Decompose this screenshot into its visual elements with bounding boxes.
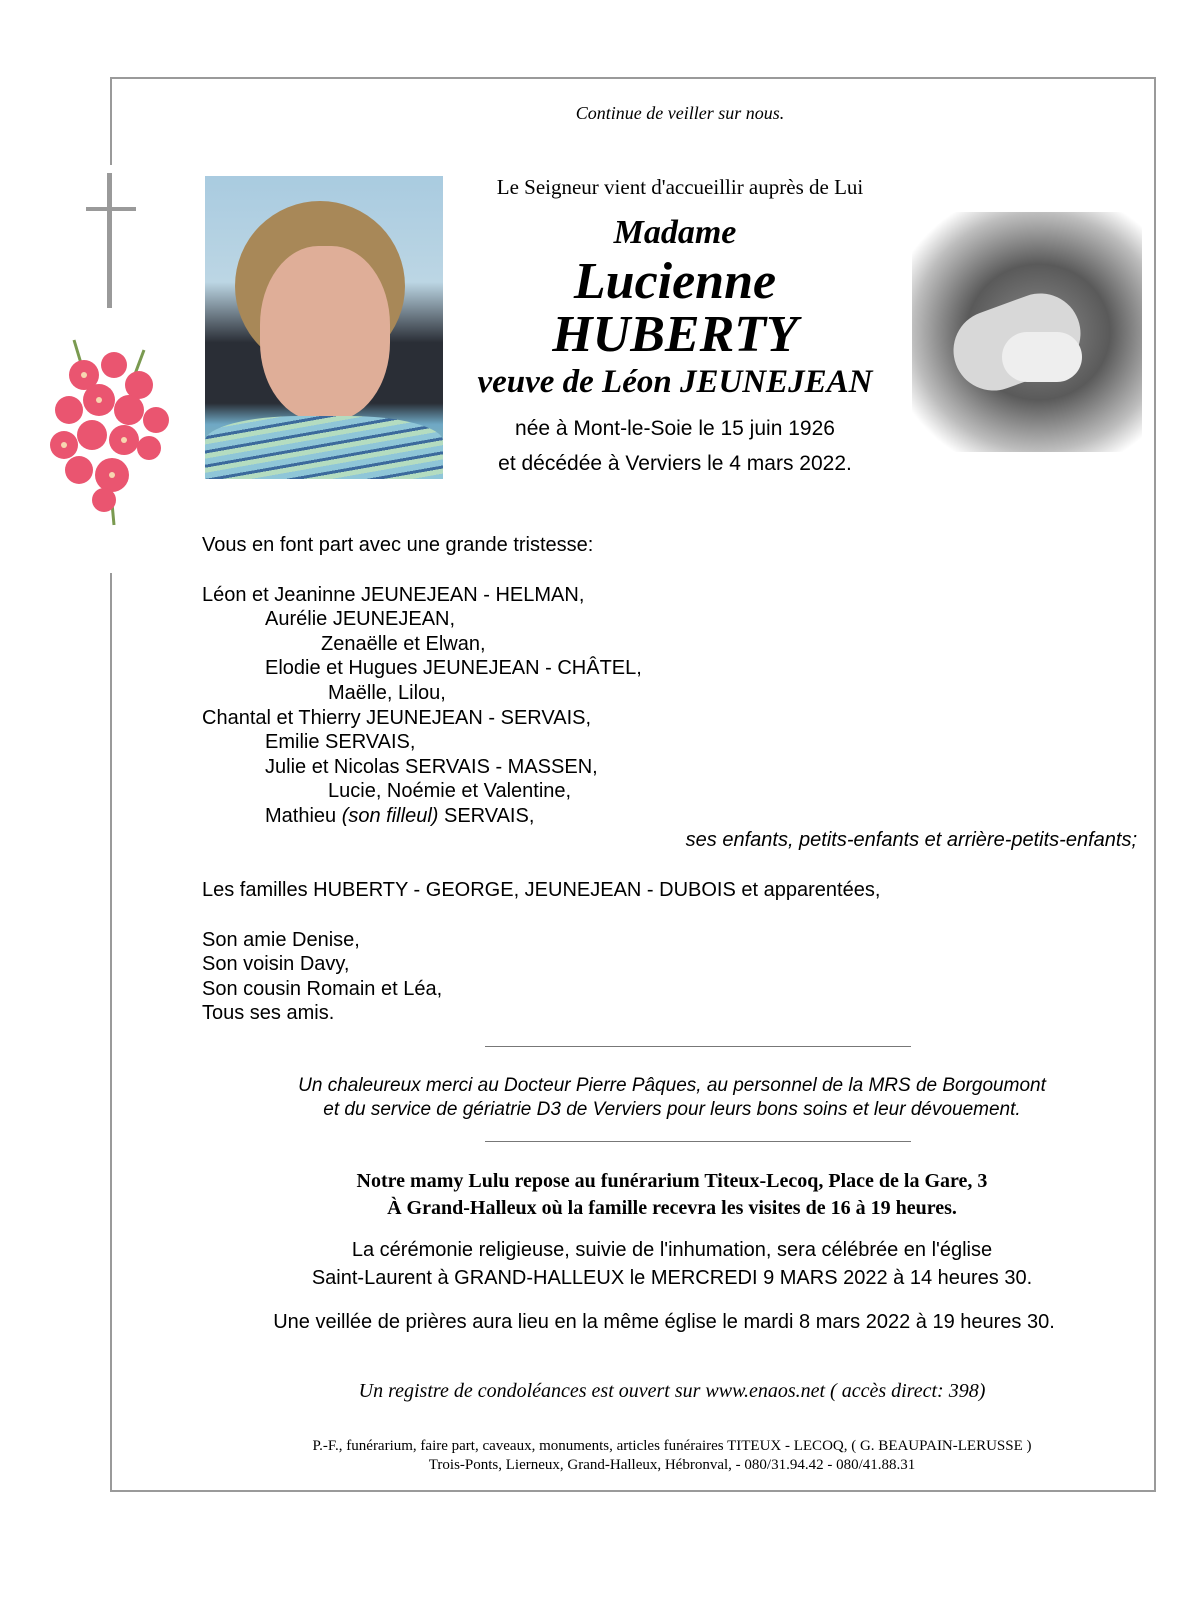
footer-line: Trois-Ponts, Lierneux, Grand-Halleux, Hébronval, - 080/31.94.42 - 080/41.88.31 [428, 1457, 916, 1473]
thanks-line: Un chaleureux merci au Docteur Pierre Pâques, au personnel de la MRS de Borgoumont [298, 1075, 1046, 1096]
family-line: Aurélie JEUNEJEAN, [265, 608, 456, 630]
family-line: Julie et Nicolas SERVAIS - MASSEN, [265, 756, 598, 778]
rest-line: À Grand-Halleux où la famille recevra les visites de 16 à 19 heures. [387, 1197, 957, 1219]
widow-of: veuve de Léon JEUNEJEAN [477, 364, 873, 400]
godson-note: (son filleul) [341, 805, 439, 827]
title: Madame [613, 214, 737, 251]
birth-info: née à Mont-le-Soie le 15 juin 1926 [515, 417, 835, 440]
motto: Continue de veiller sur nous. [575, 103, 785, 123]
family-line: Chantal et Thierry JEUNEJEAN - SERVAIS, [202, 707, 592, 729]
children-summary: ses enfants, petits-enfants et arrière-petits-enfants; [685, 829, 1137, 851]
divider [485, 1141, 911, 1142]
family-line: Léon et Jeaninne JEUNEJEAN - HELMAN, [202, 584, 585, 606]
first-name: Lucienne [573, 253, 777, 310]
register-link[interactable]: Un registre de condoléances est ouvert sur www.enaos.net ( accès direct: 398) [358, 1380, 986, 1402]
family-line: Zenaëlle et Elwan, [321, 633, 486, 655]
godson-surname: SERVAIS, [438, 805, 535, 827]
announce: Vous en font part avec une grande tristesse: [202, 534, 594, 556]
friend-line: Tous ses amis. [202, 1002, 335, 1024]
family-line: Emilie SERVAIS, [265, 731, 416, 753]
family-line: Lucie, Noémie et Valentine, [328, 780, 572, 802]
friend-line: Son amie Denise, [202, 929, 360, 951]
flower-bouquet-icon [44, 330, 174, 530]
godson-line [265, 804, 534, 828]
intro-text: Le Seigneur vient d'accueillir auprès de Lui [496, 175, 864, 199]
godson-name: Mathieu [265, 805, 342, 827]
footer-line: P.-F., funérarium, faire part, caveaux, monuments, articles funéraires TITEUX - LECOQ, ( G. BEAUPAIN-LERUSSE ) [312, 1438, 1032, 1454]
frame-bottom [110, 1490, 1156, 1492]
friend-line: Son cousin Romain et Léa, [202, 978, 443, 1000]
death-info: et décédée à Verviers le 4 mars 2022. [498, 452, 852, 475]
friend-line: Son voisin Davy, [202, 953, 350, 975]
vigil: Une veillée de prières aura lieu en la même église le mardi 8 mars 2022 à 19 heures 30. [273, 1311, 1055, 1333]
families: Les familles HUBERTY - GEORGE, JEUNEJEAN - DUBOIS et apparentées, [202, 879, 881, 901]
ceremony-line: La cérémonie religieuse, suivie de l'inhumation, sera célébrée en l'église [351, 1239, 993, 1261]
ceremony-line: Saint-Laurent à GRAND-HALLEUX le MERCREDI 9 MARS 2022 à 14 heures 30. [311, 1267, 1033, 1289]
divider [485, 1046, 911, 1047]
family-line: Maëlle, Lilou, [328, 682, 446, 704]
thanks-line: et du service de gériatrie D3 de Verviers pour leurs bons soins et leur dévouement. [323, 1099, 1021, 1120]
rest-line: Notre mamy Lulu repose au funérarium Titeux-Lecoq, Place de la Gare, 3 [356, 1170, 988, 1192]
last-name: HUBERTY [552, 306, 798, 363]
frame-top [110, 77, 1156, 79]
frame-left-top [110, 77, 112, 165]
frame-left-bottom [110, 573, 112, 1492]
family-line: Elodie et Hugues JEUNEJEAN - CHÂTEL, [265, 657, 642, 679]
